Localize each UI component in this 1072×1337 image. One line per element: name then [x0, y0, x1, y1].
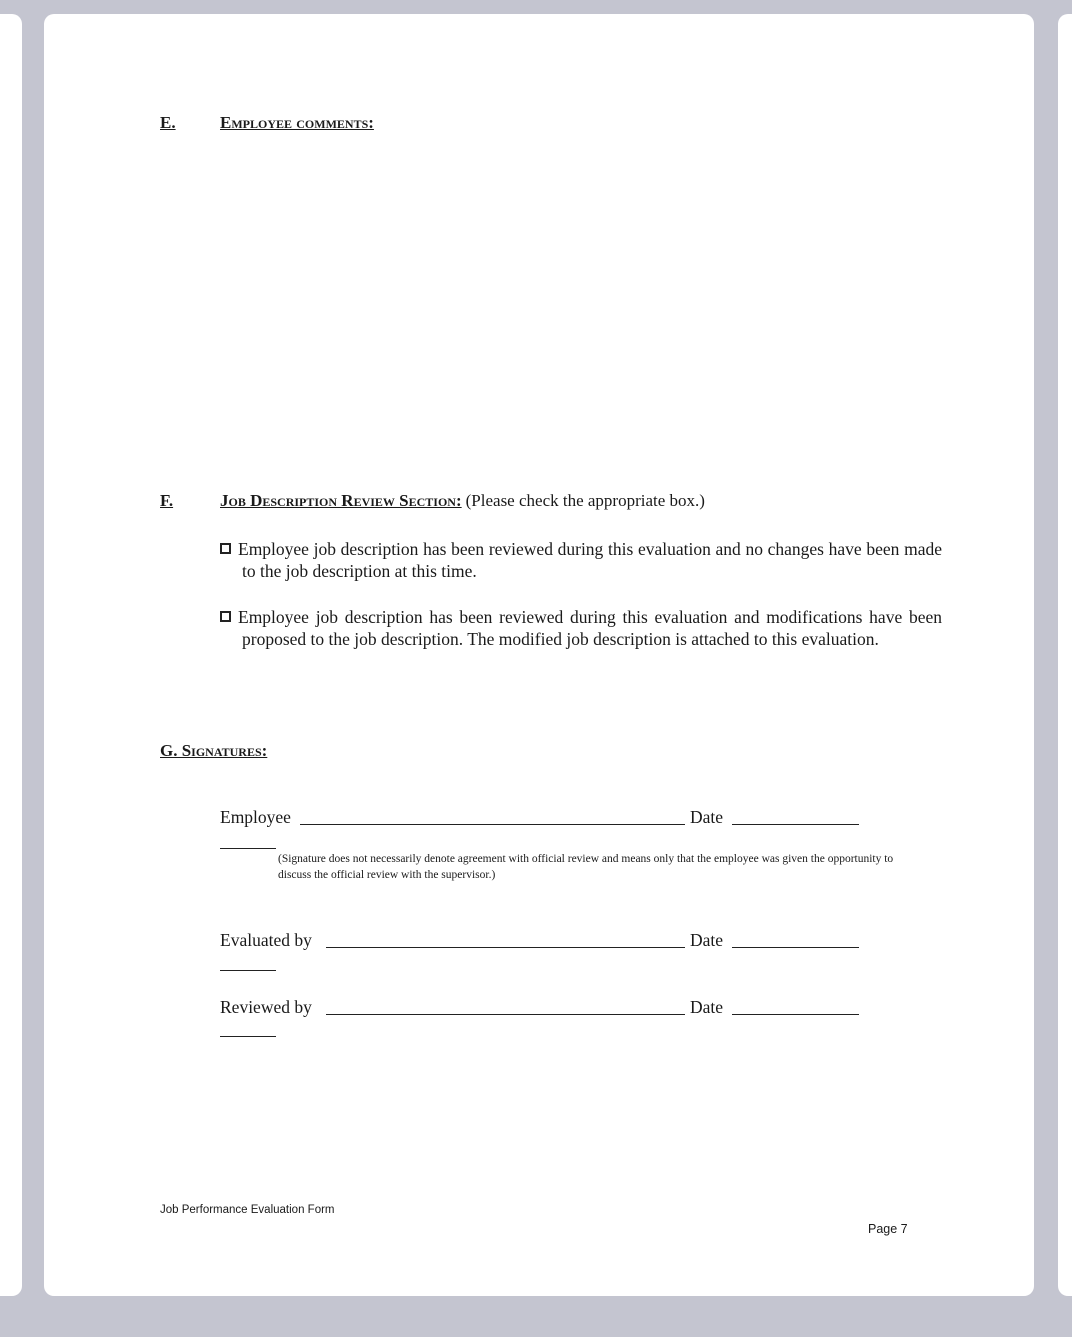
section-e-letter: E.	[160, 113, 176, 132]
section-f-note: (Please check the appropriate box.)	[465, 491, 705, 510]
checkbox[interactable]	[220, 543, 231, 554]
employee-signature-line[interactable]	[300, 824, 685, 825]
document-page	[44, 14, 1034, 1296]
checkbox-option-modified[interactable]	[220, 606, 942, 650]
reviewed-by-label: Reviewed by	[220, 997, 312, 1017]
option-text: Employee job description has been reviewed during this evaluation and modifications have been proposed to the job description. The modified job description is attached to this evaluation.	[238, 607, 942, 649]
previous-page-edge	[0, 14, 22, 1296]
evaluated-by-date-label: Date	[690, 930, 724, 950]
employee-date-label: Date	[690, 807, 724, 827]
section-e-title: Employee comments:	[220, 113, 374, 132]
section-g-title: G. Signatures:	[160, 741, 268, 760]
short-rule	[220, 1036, 276, 1037]
short-rule	[220, 970, 276, 971]
option-text: Employee job description has been reviewed during this evaluation and no changes have been made to the job description at this time.	[238, 539, 942, 581]
evaluated-by-date-line[interactable]	[732, 947, 859, 948]
checkbox-option-no-changes[interactable]	[220, 538, 942, 582]
employee-label: Employee	[220, 807, 291, 827]
footer-page-number: Page 7	[868, 1222, 908, 1236]
signature-note: (Signature does not necessarily denote agreement with official review and means only that the employee was given the opportunity to discuss the official review with the supervisor.)	[278, 853, 894, 881]
reviewed-by-date-label: Date	[690, 997, 724, 1017]
evaluated-by-signature-line[interactable]	[326, 947, 685, 948]
reviewed-by-date-line[interactable]	[732, 1014, 859, 1015]
section-f-heading	[220, 491, 705, 511]
reviewed-by-signature-line[interactable]	[326, 1014, 685, 1015]
footer-form-name: Job Performance Evaluation Form	[160, 1204, 335, 1216]
short-rule	[220, 848, 276, 849]
employee-date-line[interactable]	[732, 824, 859, 825]
checkbox[interactable]	[220, 611, 231, 622]
next-page-edge	[1058, 14, 1072, 1296]
evaluated-by-label: Evaluated by	[220, 930, 312, 950]
section-f-title: Job Description Review Section:	[220, 491, 462, 510]
section-f-letter: F.	[160, 491, 174, 510]
